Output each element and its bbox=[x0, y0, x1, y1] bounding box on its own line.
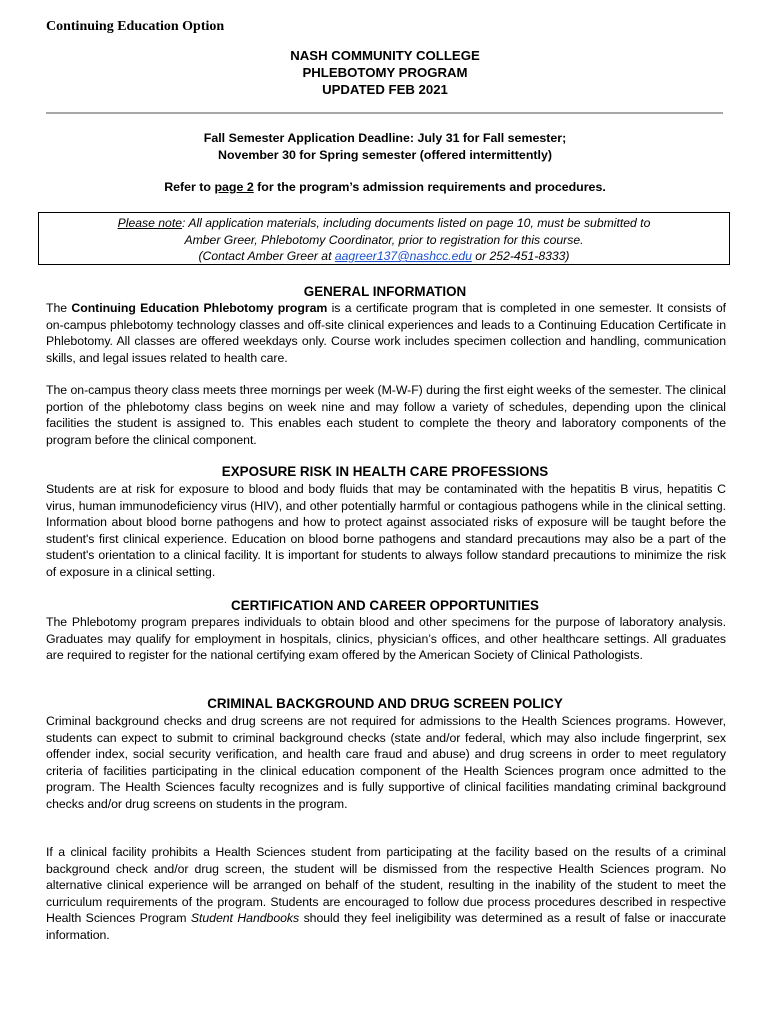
criminal-section bbox=[46, 713, 726, 812]
general-paragraph-1 bbox=[46, 300, 726, 366]
general-heading: GENERAL INFORMATION bbox=[303, 284, 467, 299]
note-box bbox=[38, 212, 730, 265]
page-2-link[interactable]: page 2 bbox=[214, 180, 254, 194]
certification-section bbox=[46, 614, 726, 664]
note-line-1-text: : All application materials, including documents listed on page 10, must be submitted to bbox=[182, 216, 651, 230]
refer-post: for the program’s admission requirements and procedures. bbox=[253, 180, 606, 194]
email-link[interactable]: aagreer137@nashcc.edu bbox=[334, 249, 472, 263]
updated-date: UPDATED FEB 2021 bbox=[322, 82, 448, 97]
general-p1-rest: is a certificate program that is completed in one semester. It consists of on-campus phlebotomy technology classes and off-site clinical experiences and leads to a Continuing Education Certificate in Phlebotomy. All classes are offered weekdays only. Course work includes specimen collection and handling, communication skills, and legal issues related to health care. bbox=[46, 301, 726, 365]
note-label: Please note bbox=[117, 216, 182, 230]
note-line-1 bbox=[39, 215, 729, 232]
college-name: NASH COMMUNITY COLLEGE bbox=[290, 48, 480, 63]
header-divider bbox=[46, 112, 723, 114]
general-paragraph-2: The on-campus theory class meets three mornings per week (M-W-F) during the first eight weeks of the semester. The clinical portion of the phlebotomy class begins on week nine and may follow a variety of schedules, depending upon the clinical facilities the student is assigned to. This enables each student to complete the theory and laboratory components of the program before the clinical component. bbox=[46, 383, 726, 447]
student-handbooks: Student Handbooks bbox=[190, 911, 300, 925]
note-line-3 bbox=[39, 248, 729, 265]
note-line-2: Amber Greer, Phlebotomy Coordinator, prior to registration for this course. bbox=[184, 232, 584, 247]
deadline-line-1: Fall Semester Application Deadline: July 31 for Fall semester; bbox=[203, 131, 567, 145]
criminal-p2-post: should they feel ineligibility was determined as a result of false or inaccurate information. bbox=[46, 911, 726, 942]
application-deadline bbox=[0, 130, 770, 163]
refer-line bbox=[0, 179, 770, 195]
general-section-2 bbox=[46, 382, 726, 448]
criminal-p2-pre: If a clinical facility prohibits a Health Sciences student from participating at the facility based on the results of a criminal background check and/or drug screen, the student will be dismissed from the respective Health Sciences program. No alternative clinical experience will be arranged on behalf of the student, resulting in the inability of the student to meet the curriculum requirements of the program. Students are encouraged to follow due process procedures described in respective Health Sciences Program bbox=[46, 845, 726, 925]
exposure-section bbox=[46, 481, 726, 580]
exposure-heading: EXPOSURE RISK IN HEALTH CARE PROFESSIONS bbox=[221, 464, 549, 479]
criminal-paragraph-1: Criminal background checks and drug screens are not required for admissions to the Health Sciences programs. However, students can expect to submit to criminal background checks (state and/or federal, which may also include fingerprint, sex offender index, social security verification, and health care fraud and abuse) and drug screens in order to meet regulatory criteria of facilities participating in the clinical education component of the Health Sciences program once admitted to the program. The Health Sciences faculty recognizes and is fully supportive of clinical facilities mandating criminal background checks and/or drug screens on students in the program. bbox=[46, 714, 726, 811]
note-contact-post: or 252-451-8333) bbox=[471, 249, 570, 263]
criminal-paragraph-2 bbox=[46, 844, 726, 943]
general-p1-pre: The bbox=[46, 301, 72, 315]
program-name-bold: Continuing Education Phlebotomy program bbox=[71, 301, 328, 315]
document-header bbox=[0, 47, 770, 98]
certification-paragraph: The Phlebotomy program prepares individuals to obtain blood and other specimens for the purpose of laboratory analysis. Graduates may qualify for employment in hospitals, clinics, physician’s offices, and other healthcare settings. All graduates are required to register for the national certifying exam offered by the American Society of Clinical Pathologists. bbox=[46, 615, 726, 662]
refer-pre: Refer to bbox=[164, 180, 215, 194]
note-contact-pre: (Contact Amber Greer at bbox=[198, 249, 335, 263]
general-section bbox=[46, 300, 726, 366]
certification-heading: CERTIFICATION AND CAREER OPPORTUNITIES bbox=[231, 598, 539, 613]
exposure-paragraph: Students are at risk for exposure to blood and body fluids that may be contaminated with the hepatitis B virus, hepatitis C virus, human immunodeficiency virus (HIV), and other potentially harmful or contagious pathogens while in the clinical setting. Information about blood borne pathogens and how to protect against associated risks of exposure will be taught before the student's first clinical experience. Education on blood borne pathogens and standard precautions may also be a part of the student's orientation to a clinical facility. It is important for students to always follow standard precautions to minimize the risk of exposure in a clinical setting. bbox=[46, 482, 726, 579]
criminal-heading: CRIMINAL BACKGROUND AND DRUG SCREEN POLICY bbox=[207, 696, 563, 711]
option-label: Continuing Education Option bbox=[46, 19, 225, 34]
program-name: PHLEBOTOMY PROGRAM bbox=[302, 65, 468, 80]
deadline-line-2: November 30 for Spring semester (offered intermittently) bbox=[218, 147, 552, 162]
criminal-section-2 bbox=[46, 844, 726, 943]
